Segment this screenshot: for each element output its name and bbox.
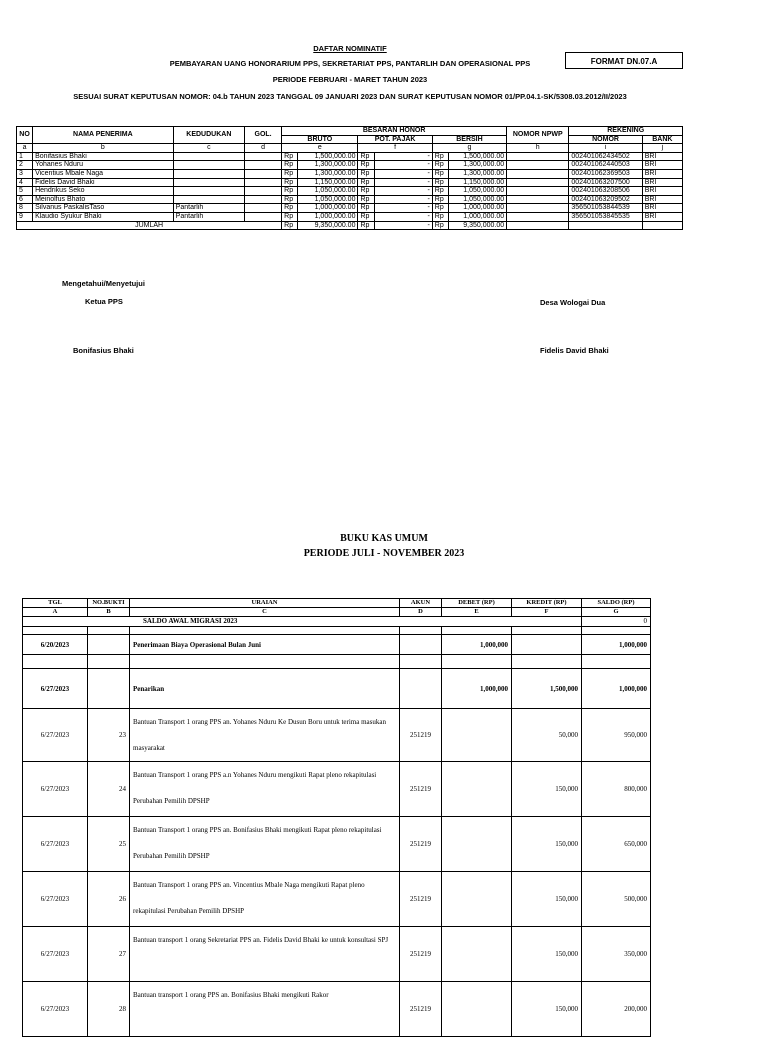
row-nobukti: 27: [88, 927, 130, 982]
row-rekening: 356501053844539: [569, 204, 642, 213]
table-row: [23, 669, 651, 709]
empty-cell: [569, 221, 642, 230]
row-npwp: [507, 204, 569, 213]
letter: j: [642, 144, 682, 153]
row-no: 3: [17, 169, 33, 178]
row-uraian: Bantuan transport 1 orang PPS an. Bonifasius Bhaki mengikuti Rakor: [130, 982, 400, 1037]
row-bank: BRI: [642, 195, 682, 204]
row-saldo: 950,000: [582, 709, 651, 762]
rp: Rp: [282, 178, 298, 187]
letter: F: [512, 608, 582, 617]
row-bank: BRI: [642, 161, 682, 170]
row-rekening: 002401063207500: [569, 178, 642, 187]
row-kredit: 150,000: [512, 927, 582, 982]
row-debet: 1,000,000: [442, 635, 512, 655]
row-uraian: Bantuan Transport 1 orang PPS an. Yohanes Nduru Ke Dusun Boru untuk terima masukan masyarakat: [130, 709, 400, 762]
table-row: [17, 152, 683, 161]
row-npwp: [507, 195, 569, 204]
rp: Rp: [358, 187, 374, 196]
letter: d: [244, 144, 281, 153]
row-tgl: 6/20/2023: [23, 635, 88, 655]
row-gol: [244, 152, 281, 161]
row-nama: Klaudio Syukur Bhaki: [33, 212, 174, 221]
jumlah-label: JUMLAH: [17, 221, 282, 230]
row-tgl: 6/27/2023: [23, 817, 88, 872]
rp: Rp: [432, 221, 448, 230]
row-npwp: [507, 178, 569, 187]
row-debet: [442, 927, 512, 982]
row-bersih: 1,300,000.00: [448, 169, 506, 178]
rp: Rp: [432, 195, 448, 204]
bku-col-kredit: KREDIT (RP): [512, 599, 582, 608]
row-gol: [244, 204, 281, 213]
rp: Rp: [358, 195, 374, 204]
row-uraian: Bantuan Transport 1 orang PPS an. Vincentius Mbale Naga mengikuti Rapat pleno rekapitulasi Perubahan Pemilih DPSHP: [130, 872, 400, 927]
signatory-left: Bonifasius Bhaki: [73, 346, 134, 355]
row-akun: [400, 635, 442, 655]
row-bruto: 1,300,000.00: [298, 161, 358, 170]
empty-cell: [442, 627, 512, 635]
row-bersih: 1,000,000.00: [448, 212, 506, 221]
doc-subtitle-1: PEMBAYARAN UANG HONORARIUM PPS, SEKRETARIAT PPS, PANTARLIH DAN OPERASIONAL PPS: [169, 59, 531, 68]
row-kredit: [512, 635, 582, 655]
row-tgl: 6/27/2023: [23, 762, 88, 817]
row-kedudukan: Pantarlih: [173, 212, 244, 221]
row-bruto: 1,150,000.00: [298, 178, 358, 187]
letter: b: [33, 144, 174, 153]
row-uraian: Penarikan: [130, 669, 400, 709]
rp: Rp: [432, 152, 448, 161]
letter: i: [569, 144, 642, 153]
row-gol: [244, 212, 281, 221]
col-npwp: NOMOR NPWP: [507, 127, 569, 144]
letter: a: [17, 144, 33, 153]
row-akun: [400, 669, 442, 709]
row-nama: Hendrikus Seko: [33, 187, 174, 196]
table-row: [17, 169, 683, 178]
col-pajak: POT. PAJAK: [358, 135, 432, 144]
row-saldo: 1,000,000: [582, 635, 651, 655]
row-npwp: [507, 169, 569, 178]
col-bruto: BRUTO: [282, 135, 358, 144]
row-kredit: 150,000: [512, 982, 582, 1037]
row-kedudukan: [173, 195, 244, 204]
row-rekening: 002401063209502: [569, 195, 642, 204]
jumlah-row: [17, 221, 683, 230]
row-rekening: 002401062434502: [569, 152, 642, 161]
letters-row: [17, 144, 683, 153]
empty-cell: [582, 627, 651, 635]
row-no: 4: [17, 178, 33, 187]
table-row: [23, 709, 651, 762]
rp: Rp: [432, 187, 448, 196]
row-akun: 251219: [400, 762, 442, 817]
row-bruto: 1,000,000.00: [298, 212, 358, 221]
row-bank: BRI: [642, 204, 682, 213]
row-gol: [244, 195, 281, 204]
rp: Rp: [282, 161, 298, 170]
bku-col-tgl: TGL: [23, 599, 88, 608]
rp: Rp: [358, 204, 374, 213]
row-gol: [244, 161, 281, 170]
letter: C: [130, 608, 400, 617]
table-row: [17, 178, 683, 187]
row-no: 1: [17, 152, 33, 161]
bku-col-saldo: SALDO (RP): [582, 599, 651, 608]
doc-title: DAFTAR NOMINATIF: [313, 44, 387, 53]
rp: Rp: [358, 169, 374, 178]
rp: Rp: [282, 212, 298, 221]
rp: Rp: [432, 212, 448, 221]
row-saldo: 650,000: [582, 817, 651, 872]
bku-header-row: [23, 599, 651, 608]
col-gol: GOL.: [244, 127, 281, 144]
row-akun: 251219: [400, 872, 442, 927]
row-nobukti: 24: [88, 762, 130, 817]
mengetahui-label: Mengetahui/Menyetujui: [62, 279, 145, 288]
rp: Rp: [282, 187, 298, 196]
rp: Rp: [358, 178, 374, 187]
rp: Rp: [282, 204, 298, 213]
row-bank: BRI: [642, 178, 682, 187]
row-bank: BRI: [642, 212, 682, 221]
row-npwp: [507, 212, 569, 221]
row-rekening: 002401063208506: [569, 187, 642, 196]
table-row: [23, 982, 651, 1037]
table-row: [23, 762, 651, 817]
row-no: 2: [17, 161, 33, 170]
empty-cell: [400, 655, 442, 669]
row-bersih: 1,500,000.00: [448, 152, 506, 161]
row-bruto: 1,050,000.00: [298, 187, 358, 196]
letter: f: [358, 144, 432, 153]
table-row: [17, 161, 683, 170]
row-pajak: -: [374, 204, 432, 213]
letter: A: [23, 608, 88, 617]
bku-col-nobukti: NO.BUKTI: [88, 599, 130, 608]
rp: Rp: [358, 221, 374, 230]
col-kedudukan: KEDUDUKAN: [173, 127, 244, 144]
col-bank: BANK: [642, 135, 682, 144]
row-saldo: 350,000: [582, 927, 651, 982]
row-pajak: -: [374, 152, 432, 161]
spacer-row: [23, 627, 651, 635]
empty-cell: [23, 655, 88, 669]
table-row: [17, 195, 683, 204]
row-no: 9: [17, 212, 33, 221]
row-npwp: [507, 152, 569, 161]
rp: Rp: [432, 161, 448, 170]
row-npwp: [507, 161, 569, 170]
row-nobukti: 26: [88, 872, 130, 927]
row-uraian: Bantuan Transport 1 orang PPS a.n Yohanes Nduru mengikuti Rapat pleno rekapitulasi Perubahan Pemilih DPSHP: [130, 762, 400, 817]
row-pajak: -: [374, 161, 432, 170]
row-kedudukan: Pantarlih: [173, 204, 244, 213]
row-bruto: 1,050,000.00: [298, 195, 358, 204]
row-kedudukan: [173, 187, 244, 196]
saldo-awal-label: SALDO AWAL MIGRASI 2023: [23, 617, 582, 627]
empty-cell: [512, 627, 582, 635]
row-bank: BRI: [642, 152, 682, 161]
empty-cell: [23, 627, 88, 635]
row-pajak: -: [374, 212, 432, 221]
empty-cell: [442, 655, 512, 669]
row-tgl: 6/27/2023: [23, 927, 88, 982]
row-nama: Vicentius Mbale Naga: [33, 169, 174, 178]
table-row: [23, 927, 651, 982]
letter: G: [582, 608, 651, 617]
letter: e: [282, 144, 358, 153]
row-nama: Meinolfus Bhato: [33, 195, 174, 204]
row-kedudukan: [173, 161, 244, 170]
row-bersih: 1,050,000.00: [448, 195, 506, 204]
row-debet: [442, 762, 512, 817]
table-row: [23, 872, 651, 927]
rp: Rp: [282, 169, 298, 178]
jumlah-bruto: 9,350,000.00: [298, 221, 358, 230]
row-no: 6: [17, 195, 33, 204]
row-kedudukan: [173, 152, 244, 161]
row-nama: Yohanes Nduru: [33, 161, 174, 170]
row-uraian: Penerimaan Biaya Operasional Bulan Juni: [130, 635, 400, 655]
row-nama: Fidelis David Bhaki: [33, 178, 174, 187]
row-npwp: [507, 187, 569, 196]
row-nobukti: [88, 635, 130, 655]
row-tgl: 6/27/2023: [23, 872, 88, 927]
row-rekening: 356501053845535: [569, 212, 642, 221]
row-bruto: 1,300,000.00: [298, 169, 358, 178]
row-kredit: 150,000: [512, 762, 582, 817]
saldo-awal-value: 0: [582, 617, 651, 627]
row-nobukti: 28: [88, 982, 130, 1037]
row-tgl: 6/27/2023: [23, 669, 88, 709]
row-akun: 251219: [400, 817, 442, 872]
row-uraian: Bantuan transport 1 orang Sekretariat PPS an. Fidelis David Bhaki ke untuk konsultasi SPJ: [130, 927, 400, 982]
row-pajak: -: [374, 169, 432, 178]
bku-title: BUKU KAS UMUM: [340, 533, 428, 544]
bku-table: [22, 598, 651, 1037]
rp: Rp: [282, 152, 298, 161]
empty-cell: [642, 221, 682, 230]
row-bersih: 1,150,000.00: [448, 178, 506, 187]
jumlah-pajak: -: [374, 221, 432, 230]
col-no: NO: [17, 127, 33, 144]
row-nobukti: 23: [88, 709, 130, 762]
header-row-1: [17, 127, 683, 136]
row-rekening: 002401062369503: [569, 169, 642, 178]
row-pajak: -: [374, 195, 432, 204]
row-bruto: 1,500,000.00: [298, 152, 358, 161]
row-saldo: 500,000: [582, 872, 651, 927]
signatory-right: Fidelis David Bhaki: [540, 346, 609, 355]
row-debet: 1,000,000: [442, 669, 512, 709]
rp: Rp: [358, 161, 374, 170]
row-bersih: 1,000,000.00: [448, 204, 506, 213]
row-debet: [442, 982, 512, 1037]
empty-cell: [512, 655, 582, 669]
rp: Rp: [358, 152, 374, 161]
col-besaran: BESARAN HONOR: [282, 127, 507, 136]
bku-col-akun: AKUN: [400, 599, 442, 608]
jumlah-bersih: 9,350,000.00: [448, 221, 506, 230]
rp: Rp: [432, 204, 448, 213]
row-akun: 251219: [400, 709, 442, 762]
row-akun: 251219: [400, 927, 442, 982]
row-gol: [244, 169, 281, 178]
row-rekening: 002401062440503: [569, 161, 642, 170]
row-uraian: Bantuan Transport 1 orang PPS an. Bonifasius Bhaki mengikuti Rapat pleno rekapitulasi Perubahan Pemilih DPSHP: [130, 817, 400, 872]
bku-col-uraian: URAIAN: [130, 599, 400, 608]
row-no: 5: [17, 187, 33, 196]
row-debet: [442, 872, 512, 927]
spacer-row: [23, 655, 651, 669]
row-bruto: 1,000,000.00: [298, 204, 358, 213]
row-kedudukan: [173, 178, 244, 187]
empty-cell: [400, 627, 442, 635]
letter: g: [432, 144, 506, 153]
letter: D: [400, 608, 442, 617]
rp: Rp: [282, 221, 298, 230]
letter: E: [442, 608, 512, 617]
row-gol: [244, 178, 281, 187]
empty-cell: [582, 655, 651, 669]
row-bank: BRI: [642, 187, 682, 196]
letter: c: [173, 144, 244, 153]
desa-label: Desa Wologai Dua: [540, 298, 606, 307]
letter: h: [507, 144, 569, 153]
ketua-label: Ketua PPS: [85, 297, 123, 306]
empty-cell: [88, 655, 130, 669]
row-kredit: 50,000: [512, 709, 582, 762]
table-row: [23, 817, 651, 872]
format-box: FORMAT DN.07.A: [565, 52, 683, 69]
row-saldo: 1,000,000: [582, 669, 651, 709]
row-tgl: 6/27/2023: [23, 982, 88, 1037]
row-no: 8: [17, 204, 33, 213]
col-bersih: BERSIH: [432, 135, 506, 144]
rp: Rp: [432, 169, 448, 178]
table-row: [23, 635, 651, 655]
row-kredit: 150,000: [512, 872, 582, 927]
row-saldo: 800,000: [582, 762, 651, 817]
row-nama: Silvanus PaskalisTaso: [33, 204, 174, 213]
row-nobukti: [88, 669, 130, 709]
table-row: [17, 187, 683, 196]
row-debet: [442, 709, 512, 762]
empty-cell: [130, 627, 400, 635]
letter: B: [88, 608, 130, 617]
table-row: [17, 212, 683, 221]
row-kedudukan: [173, 169, 244, 178]
rp: Rp: [358, 212, 374, 221]
col-nama: NAMA PENERIMA: [33, 127, 174, 144]
nominatif-table: [16, 126, 683, 230]
rp: Rp: [282, 195, 298, 204]
bku-period: PERIODE JULI - NOVEMBER 2023: [303, 548, 465, 559]
bku-col-debet: DEBET (RP): [442, 599, 512, 608]
row-debet: [442, 817, 512, 872]
row-pajak: -: [374, 178, 432, 187]
empty-cell: [507, 221, 569, 230]
row-kredit: 150,000: [512, 817, 582, 872]
doc-subtitle-2: PERIODE FEBRUARI - MARET TAHUN 2023: [272, 75, 428, 84]
row-bank: BRI: [642, 169, 682, 178]
row-pajak: -: [374, 187, 432, 196]
col-rekening: REKENING: [569, 127, 683, 136]
row-akun: 251219: [400, 982, 442, 1037]
row-nama: Bonifasius Bhaki: [33, 152, 174, 161]
table-row: [17, 204, 683, 213]
bku-letters-row: [23, 608, 651, 617]
empty-cell: [88, 627, 130, 635]
row-nobukti: 25: [88, 817, 130, 872]
row-bersih: 1,050,000.00: [448, 187, 506, 196]
row-bersih: 1,300,000.00: [448, 161, 506, 170]
col-nomor: NOMOR: [569, 135, 642, 144]
row-saldo: 200,000: [582, 982, 651, 1037]
saldo-awal-row: [23, 617, 651, 627]
row-tgl: 6/27/2023: [23, 709, 88, 762]
row-gol: [244, 187, 281, 196]
doc-subtitle-3: SESUAI SURAT KEPUTUSAN NOMOR: 04.b TAHUN 2023 TANGGAL 09 JANUARI 2023 DAN SURAT KEPUTUSAN NOMOR 01/PP.04.1-SK/5308.03.2012/II/2023: [73, 92, 627, 101]
empty-cell: [130, 655, 400, 669]
rp: Rp: [432, 178, 448, 187]
row-kredit: 1,500,000: [512, 669, 582, 709]
